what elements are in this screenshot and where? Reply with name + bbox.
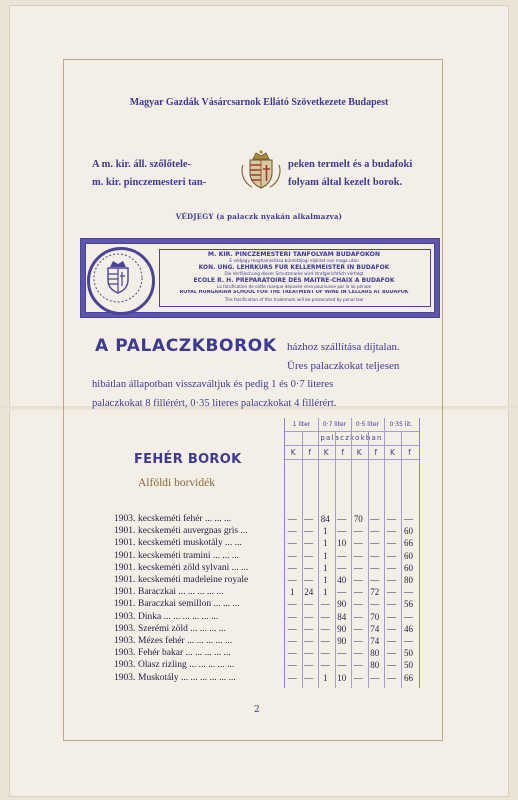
- price-cell: 66: [404, 538, 413, 549]
- price-cell: —: [304, 611, 314, 622]
- price-cell: —: [387, 538, 396, 549]
- row-year: 1901.: [114, 575, 136, 585]
- column-label: f: [408, 448, 411, 457]
- price-cell: —: [287, 599, 297, 610]
- price-cell: —: [287, 611, 297, 622]
- price-cell: —: [387, 672, 396, 683]
- price-cell: 56: [404, 599, 413, 610]
- price-cell: 80: [370, 648, 380, 659]
- price-cell: 70: [353, 514, 363, 524]
- price-cell: 80: [370, 660, 380, 671]
- trademark-line: ÉCOLE R. H. PRÉPARATOIRE DES MAÎTRE-CHAIX À BUDAFOK: [193, 277, 395, 284]
- price-cell: —: [304, 623, 314, 634]
- table-row: [96, 612, 420, 625]
- intro-right-line2: folyam által kezelt borok.: [288, 177, 403, 188]
- trademark-line: M. KIR. PINCZEMESTERI TANFOLYAM BUDAFOKON: [207, 251, 381, 258]
- price-cell: —: [387, 587, 396, 598]
- price-cell: —: [353, 623, 363, 634]
- price-cell: —: [370, 514, 380, 524]
- row-wine-name: Baraczkai semillon ... ... ...: [138, 599, 240, 610]
- price-cell: —: [404, 636, 413, 646]
- price-cell: —: [353, 562, 363, 573]
- price-cell: 90: [337, 599, 347, 610]
- price-cell: 50: [404, 648, 413, 659]
- price-cell: —: [287, 550, 297, 561]
- row-wine-name: Baraczkai ... ... ... ... ...: [138, 587, 224, 598]
- wine-price-table: [96, 418, 420, 688]
- row-wine-name: Dinka ... ... ... ... ... ...: [138, 611, 219, 622]
- price-cell: —: [304, 648, 314, 659]
- row-year: 1903.: [114, 514, 136, 524]
- table-row: [96, 599, 420, 612]
- price-cell: —: [304, 526, 314, 537]
- table-row: [96, 673, 420, 686]
- price-cell: —: [370, 672, 380, 683]
- row-wine-name: kecskeméti auvergnas gris ...: [138, 526, 248, 537]
- price-cell: —: [287, 562, 297, 573]
- price-cell: —: [304, 575, 314, 585]
- price-cell: 90: [337, 623, 347, 634]
- intro-left-line1: A m. kir. áll. szőlőtele-: [92, 159, 192, 170]
- size-header: 0·7 liter: [322, 421, 347, 428]
- price-cell: —: [353, 648, 363, 659]
- price-cell: —: [320, 660, 330, 671]
- row-wine-name: Mézes fehér ... ... ... ... ...: [138, 636, 233, 646]
- row-wine-name: kecskeméti zöld sylvani ... ...: [138, 562, 249, 573]
- price-cell: 60: [404, 526, 413, 537]
- header-rule: [285, 445, 419, 446]
- price-cell: 46: [404, 623, 413, 634]
- column-label: K: [290, 448, 296, 457]
- price-cell: —: [353, 550, 363, 561]
- row-year: 1901.: [114, 526, 136, 537]
- price-cell: 24: [304, 587, 314, 598]
- price-cell: —: [387, 526, 396, 537]
- size-header: 0·35 lit.: [389, 421, 413, 428]
- row-year: 1901.: [114, 550, 136, 561]
- price-cell: —: [370, 562, 380, 573]
- price-cell: —: [287, 514, 297, 524]
- table-row: [96, 538, 420, 551]
- price-cell: —: [404, 514, 413, 524]
- trademark-line: La falsification de cette marque déposée sera poursuivie par la loi pénale: [216, 284, 372, 289]
- header-rule: [285, 459, 419, 460]
- price-cell: —: [353, 611, 363, 622]
- price-cell: 40: [337, 575, 347, 585]
- price-cell: 90: [337, 636, 347, 646]
- price-cell: —: [387, 575, 396, 585]
- price-cell: —: [337, 526, 347, 537]
- price-cell: —: [353, 587, 363, 598]
- trademark-caption: VÉDJEGY (a palaczk nyakán alkalmazva): [175, 212, 343, 221]
- price-cell: —: [404, 587, 413, 598]
- price-cell: —: [287, 623, 297, 634]
- price-cell: —: [353, 538, 363, 549]
- price-cell: —: [387, 648, 396, 659]
- table-row: [96, 624, 420, 637]
- price-cell: —: [320, 599, 330, 610]
- price-cell: 84: [337, 611, 347, 622]
- table-row: [96, 551, 420, 564]
- row-wine-name: kecskeméti tramini ... ... ...: [138, 550, 240, 561]
- hungarian-crest-icon: [238, 147, 284, 193]
- price-cell: 60: [404, 550, 413, 561]
- price-cell: —: [370, 575, 380, 585]
- row-wine-name: Muskotály ... ... ... ... ... ...: [138, 672, 236, 683]
- price-cell: —: [287, 660, 297, 671]
- price-cell: —: [320, 611, 330, 622]
- price-cell: 10: [337, 538, 347, 549]
- table-row: [96, 563, 420, 576]
- price-cell: —: [370, 526, 380, 537]
- price-cell: —: [353, 526, 363, 537]
- price-cell: 80: [404, 575, 413, 585]
- price-cell: 60: [404, 562, 413, 573]
- row-year: 1903.: [114, 672, 136, 683]
- price-cell: —: [304, 550, 314, 561]
- table-row: [96, 636, 420, 649]
- row-wine-name: Olasz rizling ... ... ... ... ...: [138, 660, 235, 671]
- size-header: 0·5 liter: [355, 421, 380, 428]
- price-cell: —: [337, 587, 347, 598]
- price-cell: —: [337, 660, 347, 671]
- trademark-label: [80, 238, 440, 318]
- row-wine-name: Szerémi zöld ... ... ... ...: [138, 623, 226, 634]
- table-row: [96, 660, 420, 673]
- row-year: 1903.: [114, 648, 136, 659]
- table-row: [96, 648, 420, 661]
- column-label: f: [341, 448, 345, 457]
- price-cell: —: [287, 672, 297, 683]
- table-row: [96, 514, 420, 527]
- price-cell: —: [337, 550, 347, 561]
- price-cell: —: [387, 514, 396, 524]
- price-cell: —: [287, 648, 297, 659]
- palaczk-line-4: palaczkokat 8 fillérért, 0·35 literes palaczkokat 4 fillérért.: [92, 398, 337, 409]
- price-cell: —: [287, 526, 297, 537]
- header-rule: [285, 431, 419, 432]
- price-cell: 1: [323, 672, 328, 683]
- price-cell: 50: [404, 660, 413, 671]
- price-cell: —: [353, 672, 363, 683]
- column-label: f: [374, 448, 378, 457]
- price-cell: 10: [337, 672, 347, 683]
- bottles-label: palaczkokban: [320, 434, 383, 442]
- row-wine-name: kecskeméti fehér ... ... ...: [138, 514, 232, 524]
- region-title: Alföldi borvidék: [138, 477, 215, 489]
- price-cell: 1: [323, 562, 328, 573]
- table-row: [96, 526, 420, 539]
- row-year: 1903.: [114, 623, 136, 634]
- column-label: K: [323, 448, 329, 457]
- price-cell: —: [370, 599, 380, 610]
- price-cell: —: [387, 599, 396, 610]
- page-number: 2: [254, 705, 260, 715]
- price-cell: 74: [370, 623, 380, 634]
- trademark-line: KÖN. UNG. LEHRKURS FÜR KELLERMEISTER IN BUDAFOK: [198, 264, 390, 271]
- price-cell: —: [304, 672, 314, 683]
- price-cell: —: [370, 550, 380, 561]
- seal-crest-icon: [90, 250, 146, 306]
- price-cell: 1: [323, 587, 328, 598]
- trademark-line: E védjegy meghamisítása büntetőjogi eljárást von maga után: [229, 258, 359, 263]
- price-cell: 1: [323, 526, 328, 537]
- price-cell: —: [353, 636, 363, 646]
- price-cell: —: [304, 538, 314, 549]
- palaczkborok-title: A PALACZKBOROK: [95, 336, 277, 356]
- column-label: K: [390, 448, 395, 457]
- price-cell: —: [320, 636, 330, 646]
- size-header: 1 liter: [292, 421, 311, 428]
- price-cell: —: [287, 636, 297, 646]
- row-year: 1901.: [114, 562, 136, 573]
- price-cell: —: [304, 636, 314, 646]
- price-cell: 72: [370, 587, 380, 598]
- price-cell: —: [387, 550, 396, 561]
- intro-right-line1: peken termelt és a budafoki: [288, 159, 413, 170]
- price-cell: —: [387, 660, 396, 671]
- price-cell: 70: [370, 611, 380, 622]
- price-cell: 84: [320, 514, 330, 524]
- row-year: 1903.: [114, 636, 136, 646]
- price-cell: —: [320, 623, 330, 634]
- trademark-line: ROYAL HUNGARIAN SCHOOL FOR THE TREATMENT OF WINE IN CELLARS AT BUDAPOK: [179, 290, 409, 295]
- trademark-line: Die Verfälschung dieser Schutzmarke wird strafgerichtlich verfolgt: [224, 271, 364, 276]
- row-wine-name: Fehér bakar ... ... ... ... ...: [138, 648, 231, 659]
- row-wine-name: kecskeméti madeleine royale: [138, 575, 249, 585]
- price-cell: —: [387, 562, 396, 573]
- price-cell: 1: [323, 550, 328, 561]
- price-cell: —: [337, 514, 347, 524]
- price-cell: 1: [323, 538, 328, 549]
- price-cell: —: [387, 623, 396, 634]
- trademark-line: The falsification of this trademark will be prosecuted by penal law: [224, 297, 364, 302]
- price-cell: —: [387, 611, 396, 622]
- column-label: K: [356, 448, 362, 457]
- price-cell: —: [353, 660, 363, 671]
- price-cell: —: [304, 660, 314, 671]
- price-cell: —: [304, 599, 314, 610]
- palaczk-line-2: Üres palaczkokat teljesen: [287, 360, 400, 372]
- table-row: [96, 587, 420, 600]
- price-cell: —: [287, 575, 297, 585]
- price-cell: —: [304, 514, 314, 524]
- price-cell: —: [404, 611, 413, 622]
- palaczk-line-1: házhoz szállítása díjtalan.: [287, 341, 400, 353]
- row-year: 1901.: [114, 587, 136, 598]
- price-cell: —: [387, 636, 396, 646]
- palaczk-line-3: hibátlan állapotban visszaváltjuk és pedig 1 és 0·7 literes: [92, 379, 334, 390]
- row-year: 1903.: [114, 660, 136, 671]
- price-cell: —: [320, 648, 330, 659]
- price-cell: —: [353, 599, 363, 610]
- price-cell: —: [370, 538, 380, 549]
- intro-left-text: [92, 156, 237, 192]
- price-cell: —: [353, 575, 363, 585]
- intro-right-text: [288, 156, 438, 192]
- price-cell: 1: [323, 575, 328, 585]
- price-cell: —: [337, 562, 347, 573]
- column-label: f: [308, 448, 312, 457]
- row-year: 1901.: [114, 538, 136, 549]
- trademark-seal: [87, 247, 155, 315]
- intro-left-line2: m. kir. pinczemesteri tan-: [92, 177, 207, 188]
- section-title: FEHÉR BOROK: [134, 452, 242, 467]
- price-cell: 1: [290, 587, 295, 598]
- price-cell: 66: [404, 672, 413, 683]
- price-cell: —: [287, 538, 297, 549]
- row-year: 1901.: [114, 599, 136, 610]
- row-wine-name: kecskeméti muskotály ... ...: [138, 538, 242, 549]
- price-cell: —: [337, 648, 347, 659]
- association-name: Magyar Gazdák Vásárcsarnok Ellátó Szövetkezete Budapest: [129, 97, 389, 108]
- row-year: 1903.: [114, 611, 136, 622]
- price-cell: —: [304, 562, 314, 573]
- table-row: [96, 575, 420, 588]
- price-cell: 74: [370, 636, 380, 646]
